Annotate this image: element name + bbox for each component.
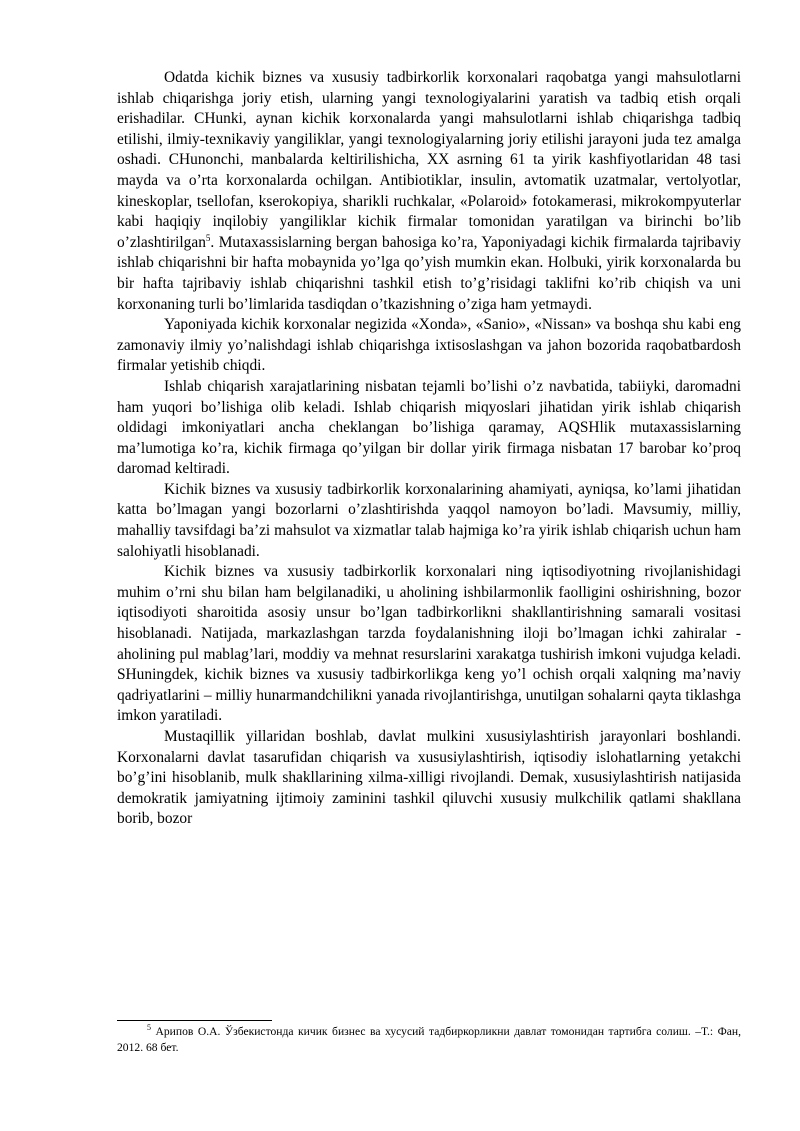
paragraph-6: Mustaqillik yillaridan boshlab, davlat mulkini xususiylashtirish jarayonlari boshlandi. Korxonalarni davlat tasarufidan chiqarish va xususiylashtirish, iqtisodiy islohatlarning yetakchi bo’g’ini hisoblanib, mulk shakllarining xilma-xilligi rivojlandi. Demak, xususiylashtirish natijasida demokratik jamiyatning ijtimoiy zaminini tashkil qiluvchi xususiy mulkchilik qatlami shakllana borib, bozor [117, 728, 741, 828]
footnote-reference[interactable]: 5 [205, 232, 211, 243]
paragraph-2: Yaponiyada kichik korxonalar negizida «Xonda», «Sanio», «Nissan» va boshqa shu kabi eng zamonaviy ilmiy yo’nalishdagi ishlab chiqarishga ixtisoslashgan va jahon bozorida raqobatbardosh firmalar yetishib chiqdi. [117, 316, 741, 375]
paragraph-1 [117, 68, 741, 315]
paragraph-1-text: Odatda kichik biznes va xususiy tadbirkorlik korxonalari raqobatga yangi mahsulotlarni ishlab chiqarishga joriy etish, ularning yangi texnologiyalarini yaratish va tadbiq etish orqali erishadilar. CHunki, aynan kichik korxonalarda yangi mahsulotlarni ishlab chiqarishga tadbiq etilishi, ilmiy-texnikaviy yangiliklar, yangi texnologiyalarning joriy etilishi jarayoni juda tez amalga oshadi. CHunonchi, manbalarda keltirilishicha, XX asrning 61 ta yirik kashfiyotlaridan 48 tasi mayda va o’rta korxonalarda ochilgan. Antibiotiklar, insulin, avtomatik uzatmalar, vertolyotlar, kineskoplar, tsellofan, kserokopiya, sharikli ruchkalar, «Polaroid» fotokamerasi, mikrokompyuterlar kabi haqiqiy inqilobiy yangiliklar kichik firmalar tomonidan yaratilgan va birinchi bo’lib o’zlashtirilgan [117, 69, 741, 251]
paragraph-3: Ishlab chiqarish xarajatlarining nisbatan tejamli bo’lishi o’z navbatida, tabiiyki, daromadni ham yuqori bo’lishiga olib keladi. Ishlab chiqarish miqyoslari jihatidan yirik ishlab chiqarish oldidagi imkoniyatlari ancha cheklangan bo’lishiga qaramay, AQSHlik mutaxassislarning ma’lumotiga ko’ra, kichik firmaga qo’yilgan bir dollar yirik firmaga nisbatan 17 barobar ko’proq daromad keltiradi. [117, 377, 741, 478]
footnote-text: Арипов О.А. Ўзбекистонда кичик бизнес ва хусусий тадбиркорликни давлат томонидан тартибга солиш. –Т.: Фан, 2012. 68 бет. [117, 1025, 741, 1054]
footnote [117, 1024, 741, 1056]
paragraph-5: Kichik biznes va xususiy tadbirkorlik korxonalari ning iqtisodiyotning rivojlanishidagi muhim o’rni shu bilan ham belgilanadiki, u aholining ishbilarmonlik faolligini oshirishning, bozor iqtisodiyoti sharoitida asosiy unsur bo’lgan tadbirkorlikni shakllantirishning samarali vositasi hisoblanadi. Natijada, markazlashgan tarzda foydalanishning iloji bo’lmagan ichki zahiralar - aholining pul mablag’lari, moddiy va mehnat resurslarini xarakatga tushirish imkoni vujudga keladi. SHuningdek, kichik biznes va xususiy tadbirkorlikga keng yo’l ochish orqali xalqning ma’naviy qadriyatlarini – milliy hunarmandchilikni yanada rivojlantirishga, unutilgan sohalarni qayta tiklashga imkon yaratiladi. [117, 563, 741, 725]
footnote-divider [117, 1020, 272, 1021]
paragraph-1-text-continued: . Mutaxassislarning bergan bahosiga ko’ra, Yaponiyadagi kichik firmalarda tajribaviy ishlab chiqarishni bir hafta mobaynida yo’lga qo’yish mumkin ekan. Holbuki, yirik korxonalarda bu bir hafta tajribaviy ishlab chiqarishni tashkil etish to’g’risidagi taklifni ko’rib chiqish va uni korxonaning turli bo’limlarida tasdiqdan o’tkazishning o’ziga ham yetmaydi. [117, 233, 741, 313]
footnote-paragraph [117, 1024, 741, 1056]
paragraph-4: Kichik biznes va xususiy tadbirkorlik korxonalarining ahamiyati, ayniqsa, ko’lami jihatidan katta bo’lmagan yangi bozorlarni o’zlashtirishda yaqqol namoyon bo’ladi. Mavsumiy, milliy, mahalliy tavsifdagi ba’zi mahsulot va xizmatlar talab hajmiga ko’ra yirik ishlab chiqarish uchun ham salohiyatli hisoblanadi. [117, 480, 741, 560]
body-text [117, 68, 741, 830]
footnote-number: 5 [147, 1023, 151, 1033]
